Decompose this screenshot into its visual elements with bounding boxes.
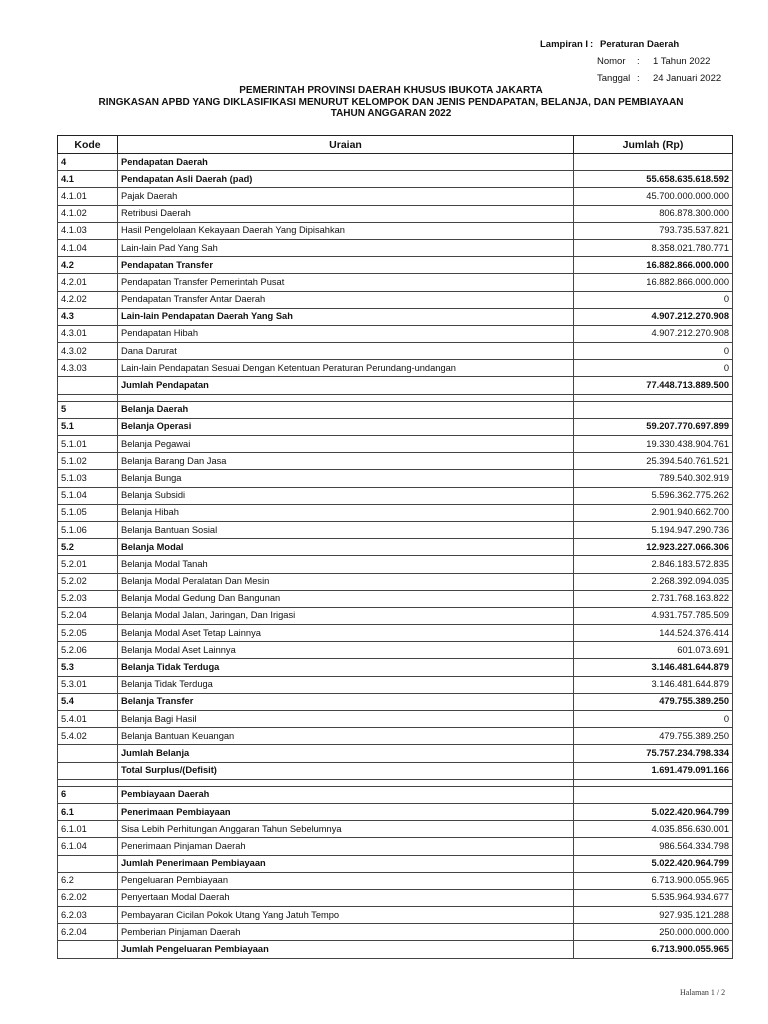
kode-cell: 4.2: [58, 257, 118, 274]
jumlah-cell: 789.540.302.919: [574, 470, 733, 487]
jumlah-cell: 806.878.300.000: [574, 205, 733, 222]
table-row: [58, 907, 733, 924]
uraian-cell: Pendapatan Asli Daerah (pad): [118, 171, 574, 188]
apbd-summary-table: [57, 135, 733, 959]
uraian-cell: Pendapatan Transfer Antar Daerah: [118, 291, 574, 308]
kode-cell: 6.1.01: [58, 821, 118, 838]
jumlah-cell: 927.935.121.288: [574, 907, 733, 924]
kode-cell: 4.2.01: [58, 274, 118, 291]
column-header-kode: Kode: [58, 136, 118, 154]
nomor-separator: :: [637, 56, 640, 67]
jumlah-cell: 5.022.420.964.799: [574, 803, 733, 820]
jumlah-cell: 75.757.234.798.334: [574, 745, 733, 762]
jumlah-cell: 4.907.212.270.908: [574, 308, 733, 325]
table-row: [58, 924, 733, 941]
kode-cell: 5.4.02: [58, 728, 118, 745]
table-row: [58, 590, 733, 607]
table-row: [58, 257, 733, 274]
uraian-cell: Belanja Subsidi: [118, 487, 574, 504]
uraian-cell: Lain-lain Pad Yang Sah: [118, 239, 574, 256]
uraian-cell: Lain-lain Pendapatan Daerah Yang Sah: [118, 308, 574, 325]
uraian-cell: Belanja Tidak Terduga: [118, 659, 574, 676]
table-row: [58, 711, 733, 728]
table-row: [58, 291, 733, 308]
table-row: [58, 838, 733, 855]
kode-cell: [58, 745, 118, 762]
uraian-cell: Belanja Tidak Terduga: [118, 676, 574, 693]
kode-cell: [58, 941, 118, 958]
kode-cell: 5.1.06: [58, 521, 118, 538]
uraian-cell: Lain-lain Pendapatan Sesuai Dengan Ketentuan Peraturan Perundang-undangan: [118, 360, 574, 377]
table-row: [58, 487, 733, 504]
kode-cell: 4.1.02: [58, 205, 118, 222]
jumlah-cell: 77.448.713.889.500: [574, 377, 733, 394]
uraian-cell: Belanja Bantuan Sosial: [118, 521, 574, 538]
tanggal-label: Tanggal: [597, 73, 631, 84]
jumlah-cell: 59.207.770.697.899: [574, 418, 733, 435]
jumlah-cell: 45.700.000.000.000: [574, 188, 733, 205]
title-line-2: RINGKASAN APBD YANG DIKLASIFIKASI MENURUT KELOMPOK DAN JENIS PENDAPATAN, BELANJA, DAN PEMBIAYAAN: [98, 96, 684, 108]
kode-cell: [58, 762, 118, 779]
jumlah-cell: 4.035.856.630.001: [574, 821, 733, 838]
jumlah-cell: 479.755.389.250: [574, 728, 733, 745]
uraian-cell: Jumlah Pendapatan: [118, 377, 574, 394]
uraian-cell: Pendapatan Transfer: [118, 257, 574, 274]
kode-cell: 5.2.05: [58, 625, 118, 642]
uraian-cell: Pendapatan Hibah: [118, 325, 574, 342]
table-row: [58, 239, 733, 256]
uraian-cell: Belanja Modal Aset Tetap Lainnya: [118, 625, 574, 642]
kode-cell: 5.1: [58, 418, 118, 435]
uraian-cell: Belanja Transfer: [118, 693, 574, 710]
kode-cell: 5.3.01: [58, 676, 118, 693]
jumlah-cell: 1.691.479.091.166: [574, 762, 733, 779]
lampiran-row: [540, 36, 721, 53]
kode-cell: 5.2: [58, 539, 118, 556]
kode-cell: 4.3.03: [58, 360, 118, 377]
kode-cell: 5.4.01: [58, 711, 118, 728]
kode-cell: 5.1.03: [58, 470, 118, 487]
table-row: [58, 762, 733, 779]
table-row: [58, 418, 733, 435]
kode-cell: 4.1.01: [58, 188, 118, 205]
jumlah-cell: 0: [574, 291, 733, 308]
table-row: [58, 308, 733, 325]
table-row: [58, 274, 733, 291]
title-line-1: PEMERINTAH PROVINSI DAERAH KHUSUS IBUKOTA JAKARTA: [239, 85, 543, 96]
kode-cell: 5.2.06: [58, 642, 118, 659]
uraian-cell: Pengeluaran Pembiayaan: [118, 872, 574, 889]
jumlah-cell: 6.713.900.055.965: [574, 941, 733, 958]
jumlah-cell: 5.022.420.964.799: [574, 855, 733, 872]
uraian-cell: Belanja Modal Gedung Dan Bangunan: [118, 590, 574, 607]
uraian-cell: Belanja Modal Jalan, Jaringan, Dan Irigasi: [118, 607, 574, 624]
jumlah-cell: 19.330.438.904.761: [574, 436, 733, 453]
jumlah-cell: [574, 786, 733, 803]
uraian-cell: Belanja Modal: [118, 539, 574, 556]
kode-cell: 4.1.03: [58, 222, 118, 239]
uraian-cell: Jumlah Penerimaan Pembiayaan: [118, 855, 574, 872]
table-row: [58, 401, 733, 418]
uraian-cell: Penerimaan Pembiayaan: [118, 803, 574, 820]
column-header-jumlah: Jumlah (Rp): [574, 136, 733, 154]
nomor-value: 1 Tahun 2022: [653, 56, 711, 67]
jumlah-cell: [574, 154, 733, 171]
tanggal-value: 24 Januari 2022: [653, 73, 722, 84]
uraian-cell: Pembiayaan Daerah: [118, 786, 574, 803]
kode-cell: 5.2.03: [58, 590, 118, 607]
kode-cell: 6: [58, 786, 118, 803]
uraian-cell: Penyertaan Modal Daerah: [118, 889, 574, 906]
table-row: [58, 786, 733, 803]
kode-cell: 6.2: [58, 872, 118, 889]
table-row: [58, 745, 733, 762]
uraian-cell: Belanja Daerah: [118, 401, 574, 418]
jumlah-cell: 3.146.481.644.879: [574, 676, 733, 693]
jumlah-cell: 2.901.940.662.700: [574, 504, 733, 521]
uraian-cell: Pemberian Pinjaman Daerah: [118, 924, 574, 941]
jumlah-cell: 4.931.757.785.509: [574, 607, 733, 624]
kode-cell: [58, 855, 118, 872]
kode-cell: 4.3.02: [58, 343, 118, 360]
kode-cell: [58, 377, 118, 394]
uraian-cell: Pendapatan Daerah: [118, 154, 574, 171]
kode-cell: 6.1: [58, 803, 118, 820]
kode-cell: 5.2.01: [58, 556, 118, 573]
spacer-cell: [58, 394, 118, 401]
title-line-3: TAHUN ANGGARAN 2022: [330, 108, 452, 119]
table-spacer-row: [58, 394, 733, 401]
uraian-cell: Jumlah Belanja: [118, 745, 574, 762]
table-row: [58, 504, 733, 521]
kode-cell: 4.1: [58, 171, 118, 188]
kode-cell: 6.2.04: [58, 924, 118, 941]
uraian-cell: Dana Darurat: [118, 343, 574, 360]
table-row: [58, 222, 733, 239]
table-row: [58, 360, 733, 377]
kode-cell: 4: [58, 154, 118, 171]
uraian-cell: Belanja Operasi: [118, 418, 574, 435]
table-row: [58, 676, 733, 693]
table-row: [58, 154, 733, 171]
table-row: [58, 803, 733, 820]
nomor-label: Nomor: [597, 56, 626, 67]
uraian-cell: Pajak Daerah: [118, 188, 574, 205]
jumlah-cell: 2.268.392.094.035: [574, 573, 733, 590]
kode-cell: 5.3: [58, 659, 118, 676]
kode-cell: 6.2.03: [58, 907, 118, 924]
uraian-cell: Belanja Pegawai: [118, 436, 574, 453]
table-row: [58, 377, 733, 394]
table-row: [58, 171, 733, 188]
table-row: [58, 343, 733, 360]
jumlah-cell: 5.194.947.290.736: [574, 521, 733, 538]
kode-cell: 4.2.02: [58, 291, 118, 308]
kode-cell: 4.1.04: [58, 239, 118, 256]
kode-cell: 5.1.04: [58, 487, 118, 504]
table-row: [58, 607, 733, 624]
table-row: [58, 821, 733, 838]
table-row: [58, 642, 733, 659]
table-row: [58, 325, 733, 342]
jumlah-cell: 55.658.635.618.592: [574, 171, 733, 188]
kode-cell: 5.2.02: [58, 573, 118, 590]
lampiran-value: Peraturan Daerah: [600, 39, 680, 50]
table-row: [58, 521, 733, 538]
uraian-cell: Belanja Modal Peralatan Dan Mesin: [118, 573, 574, 590]
kode-cell: 4.3: [58, 308, 118, 325]
table-row: [58, 436, 733, 453]
table-row: [58, 188, 733, 205]
uraian-cell: Belanja Modal Aset Lainnya: [118, 642, 574, 659]
jumlah-cell: [574, 401, 733, 418]
table-row: [58, 556, 733, 573]
table-row: [58, 470, 733, 487]
jumlah-cell: 479.755.389.250: [574, 693, 733, 710]
jumlah-cell: 5.535.964.934.677: [574, 889, 733, 906]
jumlah-cell: 793.735.537.821: [574, 222, 733, 239]
spacer-cell: [574, 779, 733, 786]
table-row: [58, 728, 733, 745]
jumlah-cell: 6.713.900.055.965: [574, 872, 733, 889]
kode-cell: 5.1.05: [58, 504, 118, 521]
lampiran-label: Lampiran I: [540, 39, 589, 50]
kode-cell: 5.1.02: [58, 453, 118, 470]
document-reference-block: [540, 36, 721, 87]
table-row: [58, 659, 733, 676]
jumlah-cell: 5.596.362.775.262: [574, 487, 733, 504]
jumlah-cell: 250.000.000.000: [574, 924, 733, 941]
jumlah-cell: 601.073.691: [574, 642, 733, 659]
uraian-cell: Jumlah Pengeluaran Pembiayaan: [118, 941, 574, 958]
uraian-cell: Total Surplus/(Defisit): [118, 762, 574, 779]
uraian-cell: Pembayaran Cicilan Pokok Utang Yang Jatuh Tempo: [118, 907, 574, 924]
jumlah-cell: 0: [574, 711, 733, 728]
uraian-cell: Penerimaan Pinjaman Daerah: [118, 838, 574, 855]
table-row: [58, 872, 733, 889]
uraian-cell: Pendapatan Transfer Pemerintah Pusat: [118, 274, 574, 291]
spacer-cell: [118, 779, 574, 786]
kode-cell: 4.3.01: [58, 325, 118, 342]
jumlah-cell: 2.731.768.163.822: [574, 590, 733, 607]
kode-cell: 5.2.04: [58, 607, 118, 624]
jumlah-cell: 144.524.376.414: [574, 625, 733, 642]
table-spacer-row: [58, 779, 733, 786]
jumlah-cell: 16.882.866.000.000: [574, 257, 733, 274]
uraian-cell: Belanja Bagi Hasil: [118, 711, 574, 728]
table-row: [58, 205, 733, 222]
table-row: [58, 573, 733, 590]
nomor-row: [540, 53, 721, 70]
spacer-cell: [574, 394, 733, 401]
table-row: [58, 539, 733, 556]
uraian-cell: Belanja Hibah: [118, 504, 574, 521]
table-body: [58, 154, 733, 959]
jumlah-cell: 16.882.866.000.000: [574, 274, 733, 291]
uraian-cell: Belanja Bunga: [118, 470, 574, 487]
kode-cell: 5: [58, 401, 118, 418]
uraian-cell: Sisa Lebih Perhitungan Anggaran Tahun Sebelumnya: [118, 821, 574, 838]
page-number: Halaman 1 / 2: [680, 988, 726, 997]
tanggal-separator: :: [637, 73, 640, 84]
table-row: [58, 889, 733, 906]
kode-cell: 6.1.04: [58, 838, 118, 855]
kode-cell: 5.1.01: [58, 436, 118, 453]
table-row: [58, 693, 733, 710]
lampiran-separator: :: [590, 39, 594, 50]
uraian-cell: Belanja Bantuan Keuangan: [118, 728, 574, 745]
spacer-cell: [118, 394, 574, 401]
jumlah-cell: 3.146.481.644.879: [574, 659, 733, 676]
table-header-row: [58, 136, 733, 154]
table-row: [58, 855, 733, 872]
table-row: [58, 625, 733, 642]
uraian-cell: Belanja Barang Dan Jasa: [118, 453, 574, 470]
jumlah-cell: 986.564.334.798: [574, 838, 733, 855]
table-row: [58, 941, 733, 958]
jumlah-cell: 8.358.021.780.771: [574, 239, 733, 256]
table-row: [58, 453, 733, 470]
jumlah-cell: 2.846.183.572.835: [574, 556, 733, 573]
kode-cell: 5.4: [58, 693, 118, 710]
jumlah-cell: 12.923.227.066.306: [574, 539, 733, 556]
jumlah-cell: 25.394.540.761.521: [574, 453, 733, 470]
spacer-cell: [58, 779, 118, 786]
document-title-block: [0, 85, 768, 120]
jumlah-cell: 0: [574, 360, 733, 377]
uraian-cell: Belanja Modal Tanah: [118, 556, 574, 573]
jumlah-cell: 0: [574, 343, 733, 360]
uraian-cell: Retribusi Daerah: [118, 205, 574, 222]
kode-cell: 6.2.02: [58, 889, 118, 906]
uraian-cell: Hasil Pengelolaan Kekayaan Daerah Yang Dipisahkan: [118, 222, 574, 239]
column-header-uraian: Uraian: [118, 136, 574, 154]
jumlah-cell: 4.907.212.270.908: [574, 325, 733, 342]
